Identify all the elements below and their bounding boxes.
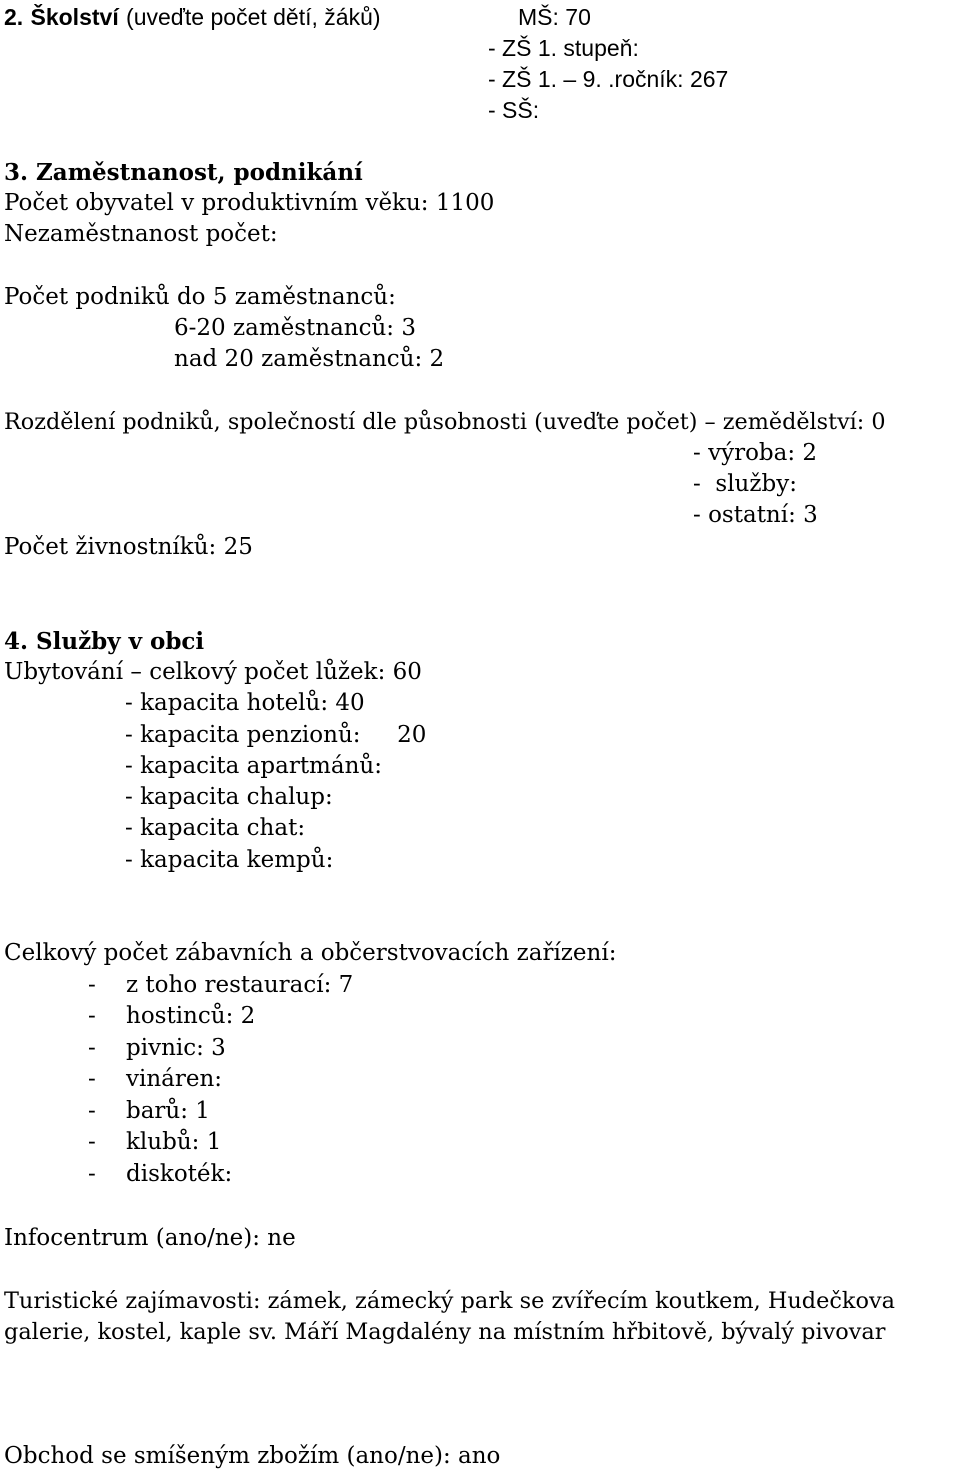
tourist-attractions-line-2: galerie, kostel, kaple sv. Máří Magdalény na místním hřbitově, bývalý pivovar	[4, 1319, 886, 1345]
entertainment-total: Celkový počet zábavních a občerstvovacích zařízení:	[4, 940, 617, 966]
entertainment-bars-text: barů: 1	[126, 1098, 210, 1124]
lodging-pensions: - kapacita penzionů: 20	[125, 722, 427, 748]
section-3-title: 3. Zaměstnanost, podnikání	[4, 159, 363, 186]
list-dash: -	[88, 1066, 96, 1092]
lodging-apartments: - kapacita apartmánů:	[125, 753, 382, 779]
list-dash: -	[88, 972, 96, 998]
distribution-services: - služby:	[693, 471, 797, 497]
entertainment-wine-bars-text: vináren:	[126, 1066, 223, 1092]
entertainment-pubs	[88, 1033, 226, 1064]
school-ss: - SŠ:	[488, 97, 540, 123]
entertainment-restaurants	[88, 970, 353, 1001]
section-2-title-note: (uveďte počet dětí, žáků)	[126, 4, 381, 30]
firms-6-20: 6-20 zaměstnanců: 3	[174, 315, 417, 341]
tourist-attractions-line-1: Turistické zajímavosti: zámek, zámecký park se zvířecím koutkem, Hudečkova	[4, 1288, 895, 1314]
list-dash: -	[88, 1035, 96, 1061]
entertainment-inns	[88, 1001, 255, 1032]
firms-over-20: nad 20 zaměstnanců: 2	[174, 346, 445, 372]
entertainment-clubs	[88, 1127, 221, 1158]
entertainment-clubs-text: klubů: 1	[126, 1129, 222, 1155]
lodging-hotels: - kapacita hotelů: 40	[125, 690, 365, 716]
entertainment-discos-text: diskoték:	[126, 1161, 233, 1187]
section-2-heading	[4, 2, 381, 34]
section-2-title: Školství	[30, 4, 119, 30]
lodging-camps: - kapacita kempů:	[125, 847, 334, 873]
list-dash: -	[88, 1098, 96, 1124]
entertainment-bars	[88, 1096, 210, 1127]
unemployment: Nezaměstnanost počet:	[4, 221, 278, 247]
distribution-other: - ostatní: 3	[693, 502, 818, 528]
lodging-chalets: - kapacita chat:	[125, 815, 306, 841]
list-dash: -	[88, 1003, 96, 1029]
firms-up-to-5: Počet podniků do 5 zaměstnanců:	[4, 284, 396, 310]
entertainment-wine-bars	[88, 1064, 222, 1095]
school-zs-first-stage: - ZŠ 1. stupeň:	[488, 35, 639, 61]
list-dash: -	[88, 1161, 96, 1187]
list-dash: -	[88, 1129, 96, 1155]
entertainment-inns-text: hostinců: 2	[126, 1003, 256, 1029]
lodging-cottages: - kapacita chalup:	[125, 784, 333, 810]
infocenter: Infocentrum (ano/ne): ne	[4, 1225, 296, 1251]
entertainment-restaurants-text: z toho restaurací: 7	[126, 972, 354, 998]
section-4-title: 4. Služby v obci	[4, 628, 205, 655]
entertainment-pubs-text: pivnic: 3	[126, 1035, 226, 1061]
productive-population: Počet obyvatel v produktivním věku: 1100	[4, 190, 495, 216]
distribution-production: - výroba: 2	[693, 440, 818, 466]
school-zs-1-9: - ZŠ 1. – 9. .ročník: 267	[488, 66, 729, 92]
section-2-number: 2.	[4, 4, 24, 30]
tradesmen-count: Počet živnostníků: 25	[4, 534, 253, 560]
school-ms: MŠ: 70	[518, 4, 591, 30]
entertainment-discos	[88, 1159, 232, 1190]
firm-distribution: Rozdělení podniků, společností dle působnosti (uveďte počet) – zemědělství: 0	[4, 409, 886, 435]
general-store: Obchod se smíšeným zbožím (ano/ne): ano	[4, 1443, 501, 1469]
lodging-total: Ubytování – celkový počet lůžek: 60	[4, 659, 422, 685]
